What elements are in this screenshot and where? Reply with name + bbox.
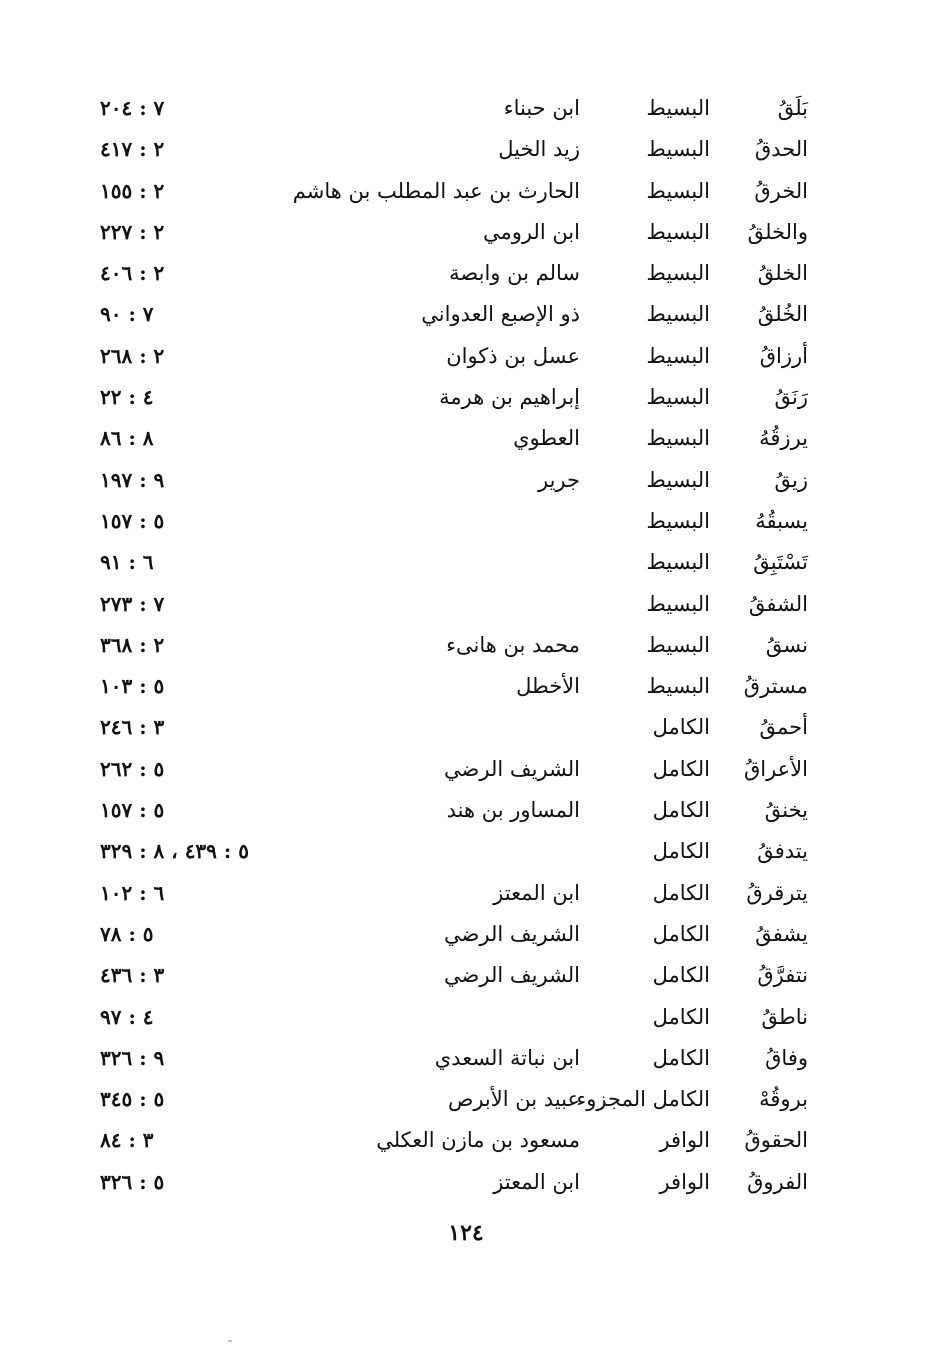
rhyme-word: نسقُ (765, 632, 808, 657)
poet-name: الشريف الرضي (444, 963, 580, 988)
rhyme-word: أحمقُ (759, 715, 808, 740)
rhyme-word: مسترقُ (743, 674, 808, 699)
meter-name: الكامل (652, 963, 710, 988)
volume-page-reference: ٥ : ٧٨ (100, 921, 154, 946)
meter-name: البسيط (646, 632, 710, 657)
meter-name: الكامل (652, 880, 710, 905)
meter-name: البسيط (646, 261, 710, 286)
volume-page-reference: ٢ : ٤١٧ (100, 137, 165, 162)
rhyme-word: يشفقُ (755, 921, 808, 946)
volume-page-reference: ٢ : ٤٠٦ (100, 261, 165, 286)
meter-name: البسيط (646, 550, 710, 575)
volume-page-reference: ٥ : ٢٦٢ (100, 756, 165, 781)
poet-name: ابن حبناء (503, 96, 580, 120)
rhyme-word: بروقُهْ (759, 1087, 808, 1112)
index-row (0, 873, 932, 914)
rhyme-word: الأعراقُ (743, 756, 808, 781)
index-row (0, 294, 932, 335)
meter-name: الكامل (652, 921, 710, 946)
meter-name: الكامل (652, 756, 710, 781)
index-row (0, 88, 932, 129)
volume-page-reference: ٢ : ٢٢٧ (100, 219, 165, 244)
index-row (0, 501, 932, 542)
volume-page-reference: ٥ : ١٥٧ (100, 798, 165, 823)
rhyme-word: ناطقُ (761, 1004, 808, 1029)
volume-page-reference: ٥ : ١٥٧ (100, 508, 165, 533)
poet-name: سالم بن وابصة (449, 261, 580, 286)
meter-name: البسيط (646, 343, 710, 368)
volume-page-reference: ٦ : ١٠٢ (100, 880, 165, 905)
rhyme-word: والخلقُ (747, 219, 808, 244)
meter-name: الوافر (659, 1128, 710, 1153)
poet-name: الحارث بن عبد المطلب بن هاشم (292, 178, 580, 203)
index-row (0, 418, 932, 459)
rhyme-word: رَنَقُ (774, 385, 808, 410)
poet-name: العطوي (513, 426, 580, 451)
rhyme-word: الحقوقُ (744, 1128, 808, 1153)
meter-name: البسيط (646, 467, 710, 492)
rhyme-word: زيقُ (774, 467, 808, 492)
meter-name: البسيط (646, 137, 710, 162)
volume-page-reference: ٧ : ٢٧٣ (100, 591, 165, 616)
volume-page-reference: ٤ : ٩٧ (100, 1004, 154, 1029)
poet-name: ابن المعتز (493, 880, 580, 905)
rhyme-word: تَسْتَبِقُ (753, 550, 808, 575)
rhyme-word: نتفرَّقُ (757, 963, 808, 988)
scan-speck (228, 1340, 232, 1342)
volume-page-reference: ٥ : ٣٤٥ (100, 1087, 165, 1112)
meter-name: الكامل (652, 715, 710, 740)
meter-name: الكامل (652, 1004, 710, 1029)
index-table (0, 88, 932, 1203)
meter-name: الوافر (659, 1169, 710, 1194)
volume-page-reference: ٢ : ٢٦٨ (100, 343, 165, 368)
volume-page-reference: ٢ : ٣٦٨ (100, 632, 165, 657)
volume-page-reference: ٧ : ٢٠٤ (100, 96, 165, 120)
meter-name: البسيط (646, 385, 710, 410)
volume-page-reference: ٥ : ٣٢٦ (100, 1169, 165, 1194)
volume-page-reference: ٧ : ٩٠ (100, 302, 154, 327)
index-row (0, 584, 932, 625)
rhyme-word: يرزقُهُ (759, 426, 808, 451)
meter-name: البسيط (646, 302, 710, 327)
index-row (0, 171, 932, 212)
volume-page-reference: ٩ : ٣٢٦ (100, 1045, 165, 1070)
index-row (0, 542, 932, 583)
poet-name: ابن الرومي (482, 219, 580, 244)
poet-name: الشريف الرضي (444, 756, 580, 781)
poet-name: عسل بن ذكوان (446, 343, 580, 368)
rhyme-word: الخلقُ (757, 261, 808, 286)
rhyme-word: يسبقُهُ (755, 508, 808, 533)
index-row (0, 1038, 932, 1079)
index-row (0, 749, 932, 790)
index-row (0, 955, 932, 996)
meter-name: البسيط (646, 508, 710, 533)
meter-name: البسيط (646, 591, 710, 616)
meter-name: البسيط (646, 178, 710, 203)
poet-name: عبيد بن الأبرص (447, 1087, 580, 1112)
index-row (0, 707, 932, 748)
meter-name: الكامل (652, 1045, 710, 1070)
poet-name: ذو الإصبع العدواني (421, 302, 580, 327)
index-row (0, 1162, 932, 1203)
rhyme-word: الحدقُ (754, 137, 808, 162)
poet-name: ابن نباتة السعدي (434, 1045, 580, 1070)
index-row (0, 1120, 932, 1161)
volume-page-reference: ٤ : ٢٢ (100, 385, 154, 410)
meter-name: البسيط (646, 219, 710, 244)
meter-name: البسيط (646, 96, 710, 120)
index-row (0, 377, 932, 418)
poet-name: محمد بن هانىء (446, 632, 580, 657)
rhyme-word: وفاقُ (765, 1045, 808, 1070)
poet-name: مسعود بن مازن العكلي (376, 1128, 580, 1153)
rhyme-word: أرزاقُ (759, 343, 808, 368)
index-row (0, 914, 932, 955)
index-row (0, 666, 932, 707)
poet-name: الشريف الرضي (444, 921, 580, 946)
volume-page-reference: ٣ : ٢٤٦ (100, 715, 165, 740)
poet-name: زيد الخيل (498, 137, 580, 162)
volume-page-reference: ٥ : ٤٣٩ ، ٨ : ٣٢٩ (100, 839, 249, 864)
index-row (0, 997, 932, 1038)
index-row (0, 625, 932, 666)
volume-page-reference: ٩ : ١٩٧ (100, 467, 165, 492)
index-row (0, 336, 932, 377)
meter-name: الكامل (652, 839, 710, 864)
index-row (0, 129, 932, 170)
index-row (0, 790, 932, 831)
rhyme-word: الشفقُ (748, 591, 808, 616)
meter-name: البسيط (646, 426, 710, 451)
rhyme-word: الخُلقُ (757, 302, 808, 327)
rhyme-word: يخنقُ (764, 798, 808, 823)
rhyme-word: يتدفقُ (757, 839, 808, 864)
index-row (0, 253, 932, 294)
meter-name: البسيط (646, 674, 710, 699)
poet-name: المساور بن هند (446, 798, 580, 823)
poet-name: ابن المعتز (493, 1169, 580, 1194)
volume-page-reference: ٦ : ٩١ (100, 550, 154, 575)
poet-name: إبراهيم بن هرمة (439, 385, 580, 410)
volume-page-reference: ٨ : ٨٦ (100, 426, 154, 451)
volume-page-reference: ٢ : ١٥٥ (100, 178, 165, 203)
meter-name: الكامل (652, 798, 710, 823)
poet-name: جرير (538, 467, 580, 492)
meter-name: الكامل المجزوء (576, 1087, 710, 1112)
index-row (0, 831, 932, 872)
volume-page-reference: ٣ : ٤٣٦ (100, 963, 165, 988)
rhyme-word: الخرقُ (754, 178, 808, 203)
index-row (0, 212, 932, 253)
rhyme-word: يترقرقُ (746, 880, 808, 905)
volume-page-reference: ٥ : ١٠٣ (100, 674, 165, 699)
rhyme-word: بَلَقُ (777, 96, 808, 120)
rhyme-word: الفروقُ (747, 1169, 808, 1194)
poet-name: الأخطل (516, 674, 580, 699)
index-row (0, 460, 932, 501)
volume-page-reference: ٣ : ٨٤ (100, 1128, 154, 1153)
index-row (0, 1079, 932, 1120)
page-number: ١٢٤ (448, 1220, 484, 1246)
